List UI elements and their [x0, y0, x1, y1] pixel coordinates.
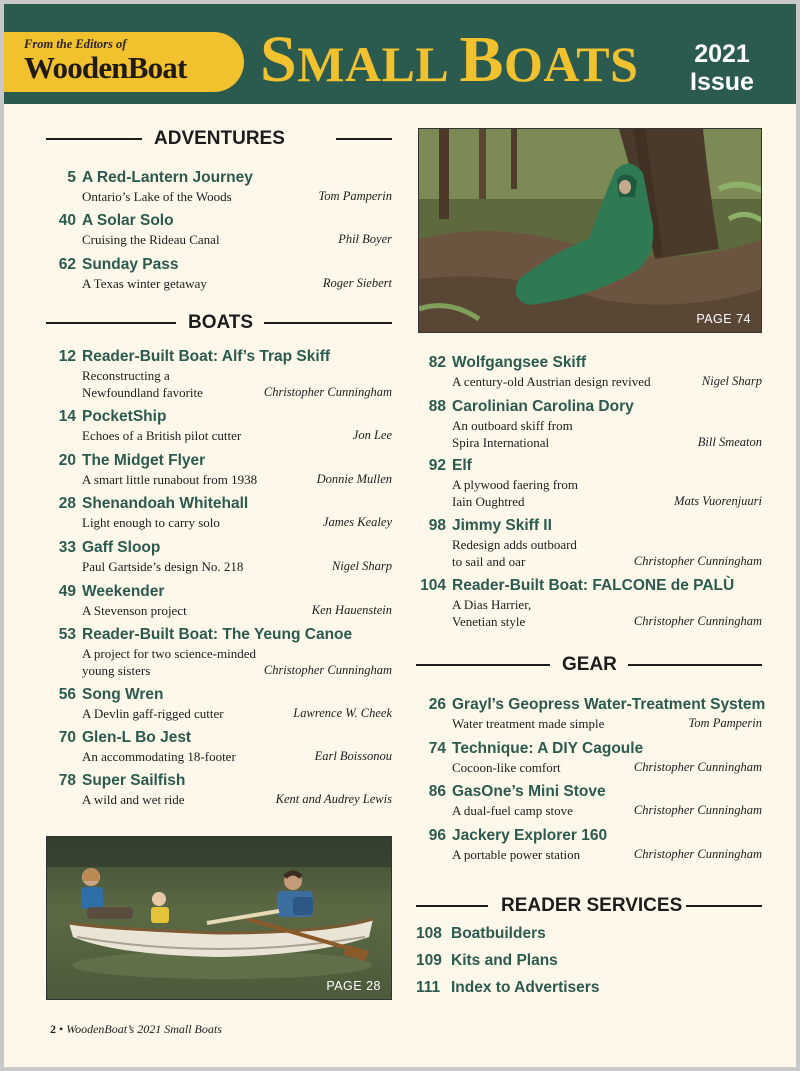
toc-entry-author: Christopher Cunningham — [633, 803, 762, 817]
toc-page-number: 49 — [58, 583, 76, 600]
toc-page-number: 78 — [58, 772, 76, 789]
toc-entry-title: Grayl’s Geopress Water-Treatment System — [452, 696, 766, 713]
toc-entry[interactable] — [418, 696, 766, 732]
toc-entry-description: A project for two science-minded — [82, 646, 256, 661]
toc-page-number: 74 — [428, 740, 446, 757]
toc-entry-description: Spira International — [452, 435, 550, 450]
photo-page-label: PAGE 74 — [696, 312, 751, 326]
canoe-photo-image — [47, 837, 392, 1000]
toc-entry-title: Song Wren — [82, 686, 164, 703]
toc-entry-title: Jimmy Skiff II — [452, 517, 552, 534]
toc-entry-author: Tom Pamperin — [688, 716, 762, 730]
issue-year: 2021 Issue — [690, 40, 754, 96]
toc-entry[interactable] — [48, 772, 392, 808]
toc-entry-author: Nigel Sharp — [331, 559, 392, 573]
toc-entry-title: Glen-L Bo Jest — [82, 729, 192, 746]
toc-page-number: 5 — [67, 169, 76, 186]
toc-entry-author: Kent and Audrey Lewis — [275, 792, 392, 806]
section-heading-boats: BOATS — [46, 310, 392, 336]
toc-entry[interactable] — [418, 577, 762, 630]
toc-entry-description: to sail and oar — [452, 554, 526, 569]
toc-page-number: 98 — [428, 517, 446, 534]
toc-page-number: 82 — [428, 354, 446, 371]
toc-entry-author: Christopher Cunningham — [263, 663, 392, 677]
toc-entry-author: Roger Siebert — [322, 276, 392, 290]
toc-entry-description: A Texas winter getaway — [82, 276, 207, 291]
toc-entry-description: Echoes of a British pilot cutter — [82, 428, 242, 443]
toc-entry-title: Carolinian Carolina Dory — [452, 398, 634, 415]
toc-entry[interactable] — [418, 398, 762, 451]
toc-entry[interactable] — [418, 517, 762, 570]
toc-page-number: 28 — [58, 495, 76, 512]
toc-entry-title: Reader-Built Boat: The Yeung Canoe — [82, 626, 353, 643]
masthead — [4, 4, 796, 104]
toc-entry-title: Reader-Built Boat: FALCONE de PALÙ — [452, 577, 735, 594]
toc-entry-description: A Dias Harrier, — [452, 597, 532, 612]
toc-entry[interactable] — [48, 495, 392, 531]
toc-entry-title: The Midget Flyer — [82, 452, 206, 469]
toc-entry-description: Cruising the Rideau Canal — [82, 232, 220, 247]
toc-entry-description: Ontario’s Lake of the Woods — [82, 189, 232, 204]
toc-entry-description: Venetian style — [452, 614, 526, 629]
toc-entry-author: Christopher Cunningham — [633, 760, 762, 774]
toc-page: From the Editors of WoodenBoat SMALL BOATS 2021 Issue ADVENTURES 5 A Red-Lantern Journey Ontario’s Lake of the Woods Tom Pamperin 40 A Solar Solo Cruising the Rideau Canal Phil Boyer 62 Sunday Pass A Texas winter getaway Roger Siebert BOATS 12 Reader-Built Boat: Alf’s Trap Skiff Reconstructing a Newfoundland favorite Christopher Cunningham 14 PocketShip Echoes of a British pilot cutter Jon Lee 20 The Midget Flyer A smart little runabout from 1938 Donnie Mullen 28 Shenandoah Whitehall Light enough to carry solo James Kealey 33 Gaff Sloop Paul Gartside’s design No. 218 Nigel Sharp 49 Weekender A Stevenson project Ken Hauenstein 53 Reader-Built Boat: The Yeung Canoe A project for two science-minded young sisters Christopher Cunningham 56 Song Wren A Devlin gaff-rigged cutter Lawrence W. Cheek 70 Glen-L Bo Jest An accommodating 18-footer Earl Boissonou 78 Super Sailfish A wild and wet ride Kent and Audrey Lewis PAGE 28 PAGE 74 82 Wolfgangsee Skiff A century-old Austrian design revived Nigel Sharp 88 Carolinian Carolina Dory An outboard skiff from Spira International Bill Smeaton 92 Elf A plywood faering from Iain Oughtred Mats Vuorenjuuri 98 Jimmy Skiff II Redesign adds outboard to sail and oar Christopher Cunningham 104 Reader-Built Boat: FALCONE de PALÙ A Dias Harrier, Venetian style Christopher Cunningham GEAR 26 Grayl’s Geopress Water-Treatment System Water treatment made simple Tom Pamperin 74 Technique: A DIY Cagoule Cocoon-like comfort Christopher Cunningham 86 GasOne’s Mini Stove A dual-fuel camp stove Christopher Cunningham 96 Jackery Explorer 160 A portable power station Christopher Cunningham READER SERVICES 108 Boatbuilders 109 Kits and Plans 111 Index to Advertisers 2 • WoodenBoat’s 2021 Small Boats — [4, 4, 796, 1067]
toc-page-number: 86 — [428, 783, 446, 800]
toc-entry[interactable] — [48, 169, 392, 205]
toc-entry[interactable] — [418, 783, 762, 819]
toc-entry-title: Wolfgangsee Skiff — [452, 354, 587, 371]
toc-entry[interactable] — [48, 686, 392, 722]
toc-entry-title: Super Sailfish — [82, 772, 186, 789]
toc-entry-description: Iain Oughtred — [452, 494, 525, 509]
toc-entry-description: Cocoon-like comfort — [452, 760, 561, 775]
toc-entry-title: Sunday Pass — [82, 256, 179, 273]
toc-entry[interactable] — [48, 212, 392, 248]
toc-entry-description: A wild and wet ride — [82, 792, 185, 807]
toc-entry[interactable] — [48, 408, 392, 444]
toc-entry-author: James Kealey — [322, 515, 392, 529]
toc-entry-description: A Devlin gaff-rigged cutter — [82, 706, 224, 721]
toc-page-number: 26 — [428, 696, 446, 713]
toc-entry-description: A portable power station — [452, 847, 581, 862]
toc-entry-description: Paul Gartside’s design No. 218 — [82, 559, 244, 574]
toc-entry-author: Nigel Sharp — [701, 374, 762, 388]
toc-entry[interactable] — [418, 354, 762, 390]
toc-page-number: 104 — [420, 577, 446, 594]
toc-page-number: 33 — [58, 539, 76, 556]
toc-page-number: 20 — [58, 452, 76, 469]
toc-entry-author: Christopher Cunningham — [263, 385, 392, 399]
toc-entry-author: Tom Pamperin — [318, 189, 392, 203]
toc-entry-author: Ken Hauenstein — [311, 603, 392, 617]
toc-entry-title: PocketShip — [82, 408, 167, 425]
section-heading-reader-services: READER SERVICES — [416, 893, 762, 919]
toc-entry-description: A plywood faering from — [452, 477, 579, 492]
woodenboat-badge — [4, 32, 244, 92]
toc-entry-description: Newfoundland favorite — [82, 385, 203, 400]
toc-entry[interactable] — [48, 348, 392, 401]
toc-entry-description: A dual-fuel camp stove — [452, 803, 573, 818]
toc-entry-description: Reconstructing a — [82, 368, 170, 383]
toc-page-number: 12 — [58, 348, 76, 365]
toc-entry[interactable] — [48, 583, 392, 619]
toc-entry-title: Gaff Sloop — [82, 539, 161, 556]
toc-entry[interactable] — [48, 256, 392, 292]
page-folio: 2 • WoodenBoat’s 2021 Small Boats — [50, 1022, 222, 1036]
cagoule-photo — [418, 128, 762, 333]
toc-page-number: 92 — [428, 457, 446, 474]
toc-entry-author: Donnie Mullen — [316, 472, 392, 486]
toc-entry-title: Technique: A DIY Cagoule — [452, 740, 644, 757]
toc-page-number: 62 — [58, 256, 76, 273]
toc-entry-author: Lawrence W. Cheek — [293, 706, 392, 720]
toc-entry-description: Light enough to carry solo — [82, 515, 220, 530]
toc-entry[interactable] — [418, 827, 762, 863]
toc-entry-author: Earl Boissonou — [314, 749, 392, 763]
toc-entry-author: Bill Smeaton — [697, 435, 762, 449]
toc-entry[interactable] — [48, 626, 392, 679]
toc-entry-title: A Solar Solo — [82, 212, 174, 229]
woodenboat-logo: WoodenBoat — [24, 50, 187, 85]
toc-entry-author: Jon Lee — [352, 428, 392, 442]
toc-entry-description: A century-old Austrian design revived — [452, 374, 651, 389]
toc-entry-title: A Red-Lantern Journey — [82, 169, 253, 186]
toc-entry-author: Mats Vuorenjuuri — [674, 494, 762, 508]
toc-page-number: 40 — [58, 212, 76, 229]
toc-page-number: 88 — [428, 398, 446, 415]
toc-entry[interactable] — [48, 539, 392, 575]
toc-entry-description: An accommodating 18-footer — [82, 749, 236, 764]
toc-entry[interactable] — [418, 457, 762, 510]
toc-entry-description: A Stevenson project — [82, 603, 187, 618]
photo-page-label: PAGE 28 — [326, 979, 381, 993]
publication-title: SMALL BOATS — [260, 23, 639, 96]
from-editors-text: From the Editors of — [24, 37, 127, 51]
toc-entry-description: Redesign adds outboard — [452, 537, 577, 552]
toc-page-number: 96 — [428, 827, 446, 844]
toc-entry-title: Shenandoah Whitehall — [82, 495, 249, 512]
toc-page-number: 53 — [58, 626, 76, 643]
section-heading-gear: GEAR — [416, 652, 762, 678]
toc-entry-title: Jackery Explorer 160 — [452, 827, 608, 844]
toc-entry-description: young sisters — [82, 663, 151, 678]
toc-entry-author: Christopher Cunningham — [633, 614, 762, 628]
toc-entry[interactable] — [48, 452, 392, 488]
toc-entry-title: GasOne’s Mini Stove — [452, 783, 606, 800]
toc-entry-description: A smart little runabout from 1938 — [82, 472, 258, 487]
canoe-photo — [46, 836, 392, 1000]
toc-entry-title: Reader-Built Boat: Alf’s Trap Skiff — [82, 348, 331, 365]
toc-entry-author: Phil Boyer — [338, 232, 392, 246]
cagoule-photo-image — [419, 129, 762, 333]
toc-page-number: 56 — [58, 686, 76, 703]
toc-entry-title: Weekender — [82, 583, 165, 600]
toc-page-number: 70 — [58, 729, 76, 746]
section-heading-adventures: ADVENTURES — [46, 126, 392, 152]
toc-page-number: 14 — [58, 408, 76, 425]
toc-entry[interactable] — [418, 740, 762, 776]
toc-entry-author: Christopher Cunningham — [633, 554, 762, 568]
toc-entry-description: Water treatment made simple — [452, 716, 605, 731]
toc-entry-description: An outboard skiff from — [452, 418, 573, 433]
toc-entry-title: Elf — [452, 457, 472, 474]
toc-entry-author: Christopher Cunningham — [633, 847, 762, 861]
toc-entry[interactable] — [48, 729, 392, 765]
